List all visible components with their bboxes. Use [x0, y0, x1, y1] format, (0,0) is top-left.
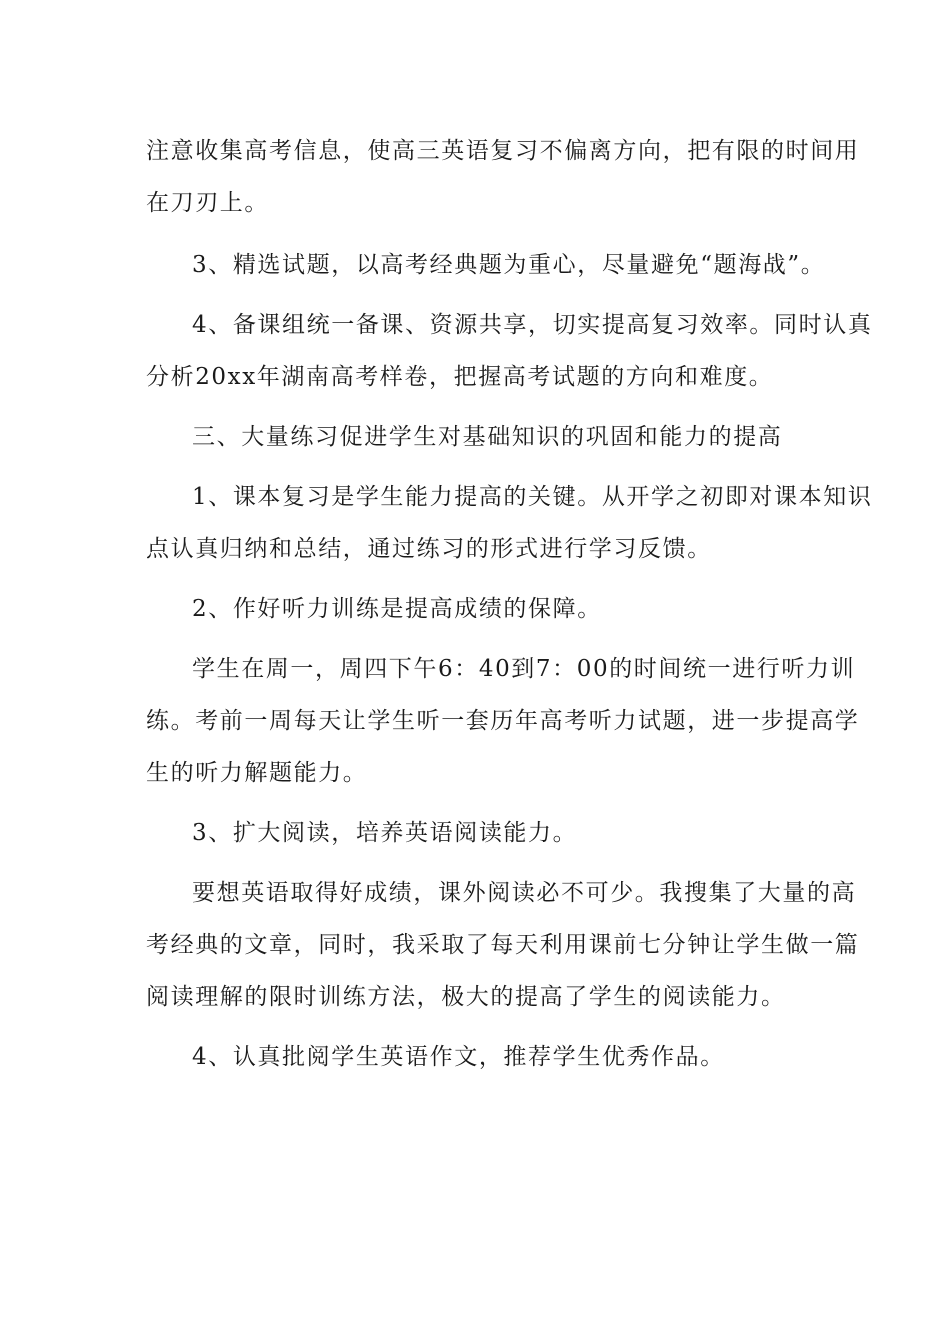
paragraph-line: 要想英语取得好成绩，课外阅读必不可少。我搜集了大量的高 — [192, 880, 857, 906]
list-item-line: 3、扩大阅读，培养英语阅读能力。 — [192, 820, 578, 846]
paragraph-line: 在刀刃上。 — [146, 190, 269, 216]
paragraph-line: 分析20xx年湖南高考样卷，把握高考试题的方向和难度。 — [146, 364, 774, 390]
paragraph-line: 点认真归纳和总结，通过练习的形式进行学习反馈。 — [146, 536, 712, 562]
paragraph-line: 学生在周一，周四下午6：40到7：00的时间统一进行听力训 — [192, 656, 856, 682]
paragraph-line: 练。考前一周每天让学生听一套历年高考听力试题，进一步提高学 — [146, 708, 860, 734]
paragraph-line: 考经典的文章，同时，我采取了每天利用课前七分钟让学生做一篇 — [146, 932, 860, 958]
list-item-line: 1、课本复习是学生能力提高的关键。从开学之初即对课本知识 — [192, 484, 873, 510]
paragraph-line: 注意收集高考信息，使高三英语复习不偏离方向，把有限的时间用 — [146, 138, 860, 164]
section-heading: 三、大量练习促进学生对基础知识的巩固和能力的提高 — [192, 424, 783, 450]
list-item-line: 2、作好听力训练是提高成绩的保障。 — [192, 596, 602, 622]
list-item-line: 4、备课组统一备课、资源共享，切实提高复习效率。同时认真 — [192, 312, 873, 338]
paragraph-line: 生的听力解题能力。 — [146, 760, 368, 786]
list-item-line: 3、精选试题，以高考经典题为重心，尽量避免“题海战”。 — [192, 252, 826, 278]
paragraph-line: 阅读理解的限时训练方法，极大的提高了学生的阅读能力。 — [146, 984, 786, 1010]
list-item-line: 4、认真批阅学生英语作文，推荐学生优秀作品。 — [192, 1044, 725, 1070]
